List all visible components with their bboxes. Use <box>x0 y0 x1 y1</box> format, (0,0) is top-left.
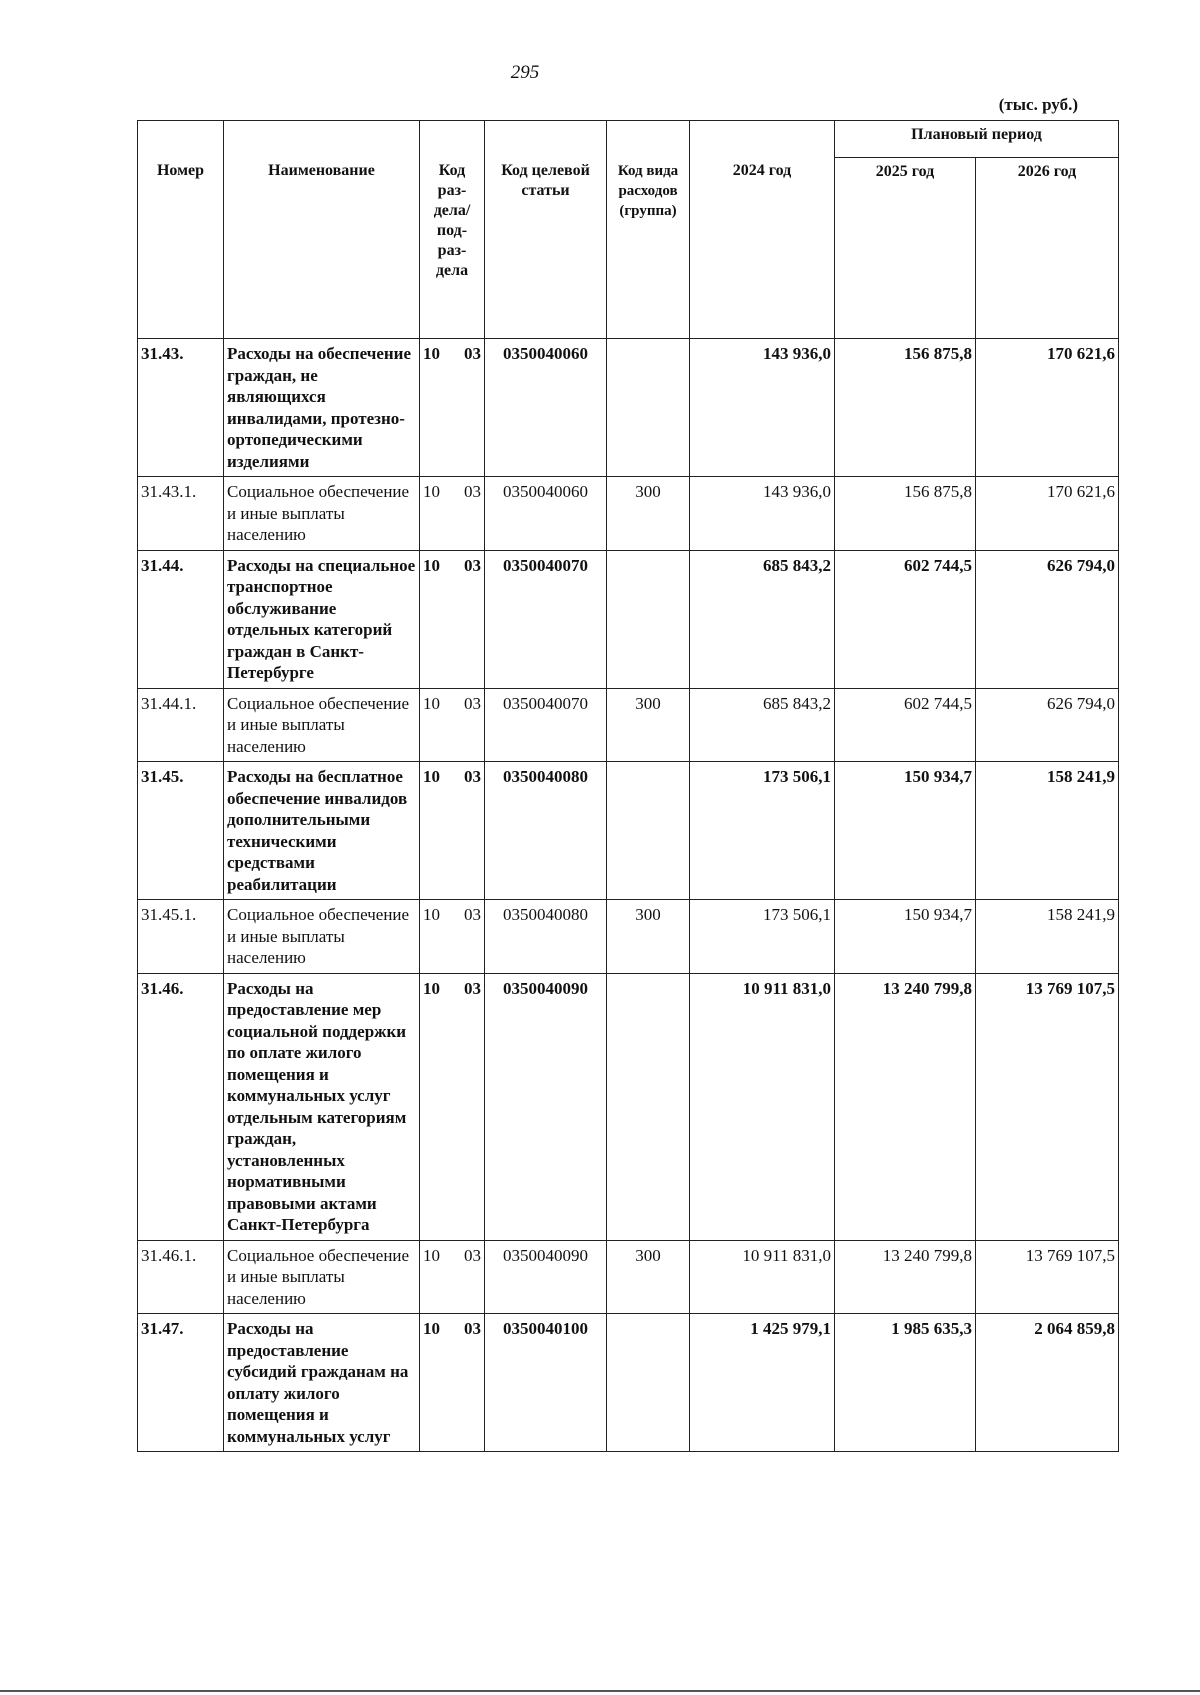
row-expense-type <box>607 762 690 900</box>
row-section-code <box>420 973 485 1240</box>
section-code: 10 <box>423 693 440 713</box>
row-number: 31.43.1. <box>138 477 224 551</box>
row-amount-2026: 2 064 859,8 <box>976 1314 1119 1452</box>
row-amount-2025: 13 240 799,8 <box>835 1240 976 1314</box>
row-amount-2025: 156 875,8 <box>835 339 976 477</box>
row-section-code <box>420 762 485 900</box>
row-amount-2024: 1 425 979,1 <box>690 1314 835 1452</box>
row-target-code: 0350040070 <box>485 550 607 688</box>
subsection-code: 03 <box>464 344 481 363</box>
table-body <box>138 339 1119 1452</box>
row-name: Расходы на предоставление мер социальной поддержки по оплате жилого помещения и коммунальных услуг отдельным категориям граждан, установленных нормативными правовыми актами Санкт-Петербурга <box>224 973 420 1240</box>
header-2024: 2024 год <box>690 121 835 339</box>
row-expense-type <box>607 1314 690 1452</box>
table-row <box>138 900 1119 974</box>
row-number: 31.43. <box>138 339 224 477</box>
row-name: Расходы на бесплатное обеспечение инвалидов дополнительными техническими средствами реабилитации <box>224 762 420 900</box>
units-label: (тыс. руб.) <box>998 95 1078 114</box>
row-amount-2025: 13 240 799,8 <box>835 973 976 1240</box>
row-expense-type: 300 <box>607 688 690 762</box>
section-code: 10 <box>423 905 440 924</box>
row-amount-2025: 602 744,5 <box>835 550 976 688</box>
section-code: 10 <box>423 482 440 501</box>
row-target-code: 0350040090 <box>485 1240 607 1314</box>
subsection-code: 03 <box>464 767 481 786</box>
row-section-code <box>420 1314 485 1452</box>
row-name: Расходы на специальное транспортное обслуживание отдельных категорий граждан в Санкт-Петербурге <box>224 550 420 688</box>
row-amount-2025: 156 875,8 <box>835 477 976 551</box>
header-expense-type: Код вида расходов (группа) <box>607 121 690 339</box>
header-number: Номер <box>138 121 224 339</box>
row-name: Расходы на предоставление субсидий гражданам на оплату жилого помещения и коммунальных услуг <box>224 1314 420 1452</box>
budget-table <box>137 120 1119 1452</box>
row-expense-type: 300 <box>607 477 690 551</box>
row-amount-2026: 626 794,0 <box>976 550 1119 688</box>
header-section-code: Код раз-дела/ под-раз-дела <box>420 121 485 339</box>
row-name: Социальное обеспечение и иные выплаты населению <box>224 477 420 551</box>
row-section-code <box>420 477 485 551</box>
row-amount-2026: 626 794,0 <box>976 688 1119 762</box>
row-expense-type <box>607 973 690 1240</box>
header-2026: 2026 год <box>976 158 1119 339</box>
row-number: 31.46. <box>138 973 224 1240</box>
row-amount-2026: 13 769 107,5 <box>976 1240 1119 1314</box>
row-amount-2024: 173 506,1 <box>690 762 835 900</box>
row-amount-2026: 170 621,6 <box>976 477 1119 551</box>
section-code: 10 <box>423 767 440 786</box>
row-number: 31.45.1. <box>138 900 224 974</box>
table-row <box>138 688 1119 762</box>
row-amount-2025: 1 985 635,3 <box>835 1314 976 1452</box>
subsection-code: 03 <box>464 1319 481 1338</box>
row-number: 31.46.1. <box>138 1240 224 1314</box>
section-code: 10 <box>423 555 440 575</box>
row-target-code: 0350040060 <box>485 339 607 477</box>
subsection-code: 03 <box>464 978 481 998</box>
table-row <box>138 550 1119 688</box>
row-section-code <box>420 900 485 974</box>
row-amount-2024: 173 506,1 <box>690 900 835 974</box>
table-row <box>138 1240 1119 1314</box>
header-name: Наименование <box>224 121 420 339</box>
row-target-code: 0350040080 <box>485 762 607 900</box>
section-code: 10 <box>423 1245 440 1265</box>
row-target-code: 0350040060 <box>485 477 607 551</box>
header-planned-period: Плановый период <box>835 121 1119 158</box>
row-section-code <box>420 339 485 477</box>
row-name: Социальное обеспечение и иные выплаты населению <box>224 900 420 974</box>
subsection-code: 03 <box>464 1245 481 1265</box>
section-code: 10 <box>423 978 440 998</box>
page-bottom-rule <box>0 1690 1200 1692</box>
row-expense-type: 300 <box>607 900 690 974</box>
section-code: 10 <box>423 344 440 363</box>
row-amount-2024: 143 936,0 <box>690 477 835 551</box>
table-row <box>138 1314 1119 1452</box>
row-expense-type: 300 <box>607 1240 690 1314</box>
row-name: Расходы на обеспечение граждан, не являющихся инвалидами, протезно-ортопедическими изделиями <box>224 339 420 477</box>
subsection-code: 03 <box>464 555 481 575</box>
row-section-code <box>420 550 485 688</box>
row-number: 31.47. <box>138 1314 224 1452</box>
row-amount-2025: 150 934,7 <box>835 762 976 900</box>
table-row <box>138 973 1119 1240</box>
row-amount-2025: 150 934,7 <box>835 900 976 974</box>
row-amount-2024: 10 911 831,0 <box>690 973 835 1240</box>
row-target-code: 0350040100 <box>485 1314 607 1452</box>
row-name: Социальное обеспечение и иные выплаты населению <box>224 688 420 762</box>
row-amount-2024: 143 936,0 <box>690 339 835 477</box>
row-name: Социальное обеспечение и иные выплаты населению <box>224 1240 420 1314</box>
row-number: 31.44. <box>138 550 224 688</box>
row-amount-2026: 158 241,9 <box>976 762 1119 900</box>
row-number: 31.44.1. <box>138 688 224 762</box>
header-2025: 2025 год <box>835 158 976 339</box>
row-number: 31.45. <box>138 762 224 900</box>
table-row <box>138 477 1119 551</box>
row-amount-2024: 10 911 831,0 <box>690 1240 835 1314</box>
subsection-code: 03 <box>464 482 481 501</box>
subsection-code: 03 <box>464 905 481 924</box>
row-amount-2026: 158 241,9 <box>976 900 1119 974</box>
section-code: 10 <box>423 1319 440 1338</box>
row-amount-2025: 602 744,5 <box>835 688 976 762</box>
row-target-code: 0350040070 <box>485 688 607 762</box>
row-amount-2026: 170 621,6 <box>976 339 1119 477</box>
row-target-code: 0350040080 <box>485 900 607 974</box>
table-row <box>138 339 1119 477</box>
header-target-code: Код целевой статьи <box>485 121 607 339</box>
table-row <box>138 762 1119 900</box>
subsection-code: 03 <box>464 693 481 713</box>
row-section-code <box>420 1240 485 1314</box>
row-expense-type <box>607 339 690 477</box>
row-amount-2024: 685 843,2 <box>690 688 835 762</box>
row-target-code: 0350040090 <box>485 973 607 1240</box>
row-expense-type <box>607 550 690 688</box>
row-section-code <box>420 688 485 762</box>
row-amount-2024: 685 843,2 <box>690 550 835 688</box>
row-amount-2026: 13 769 107,5 <box>976 973 1119 1240</box>
page-number: 295 <box>510 62 540 83</box>
